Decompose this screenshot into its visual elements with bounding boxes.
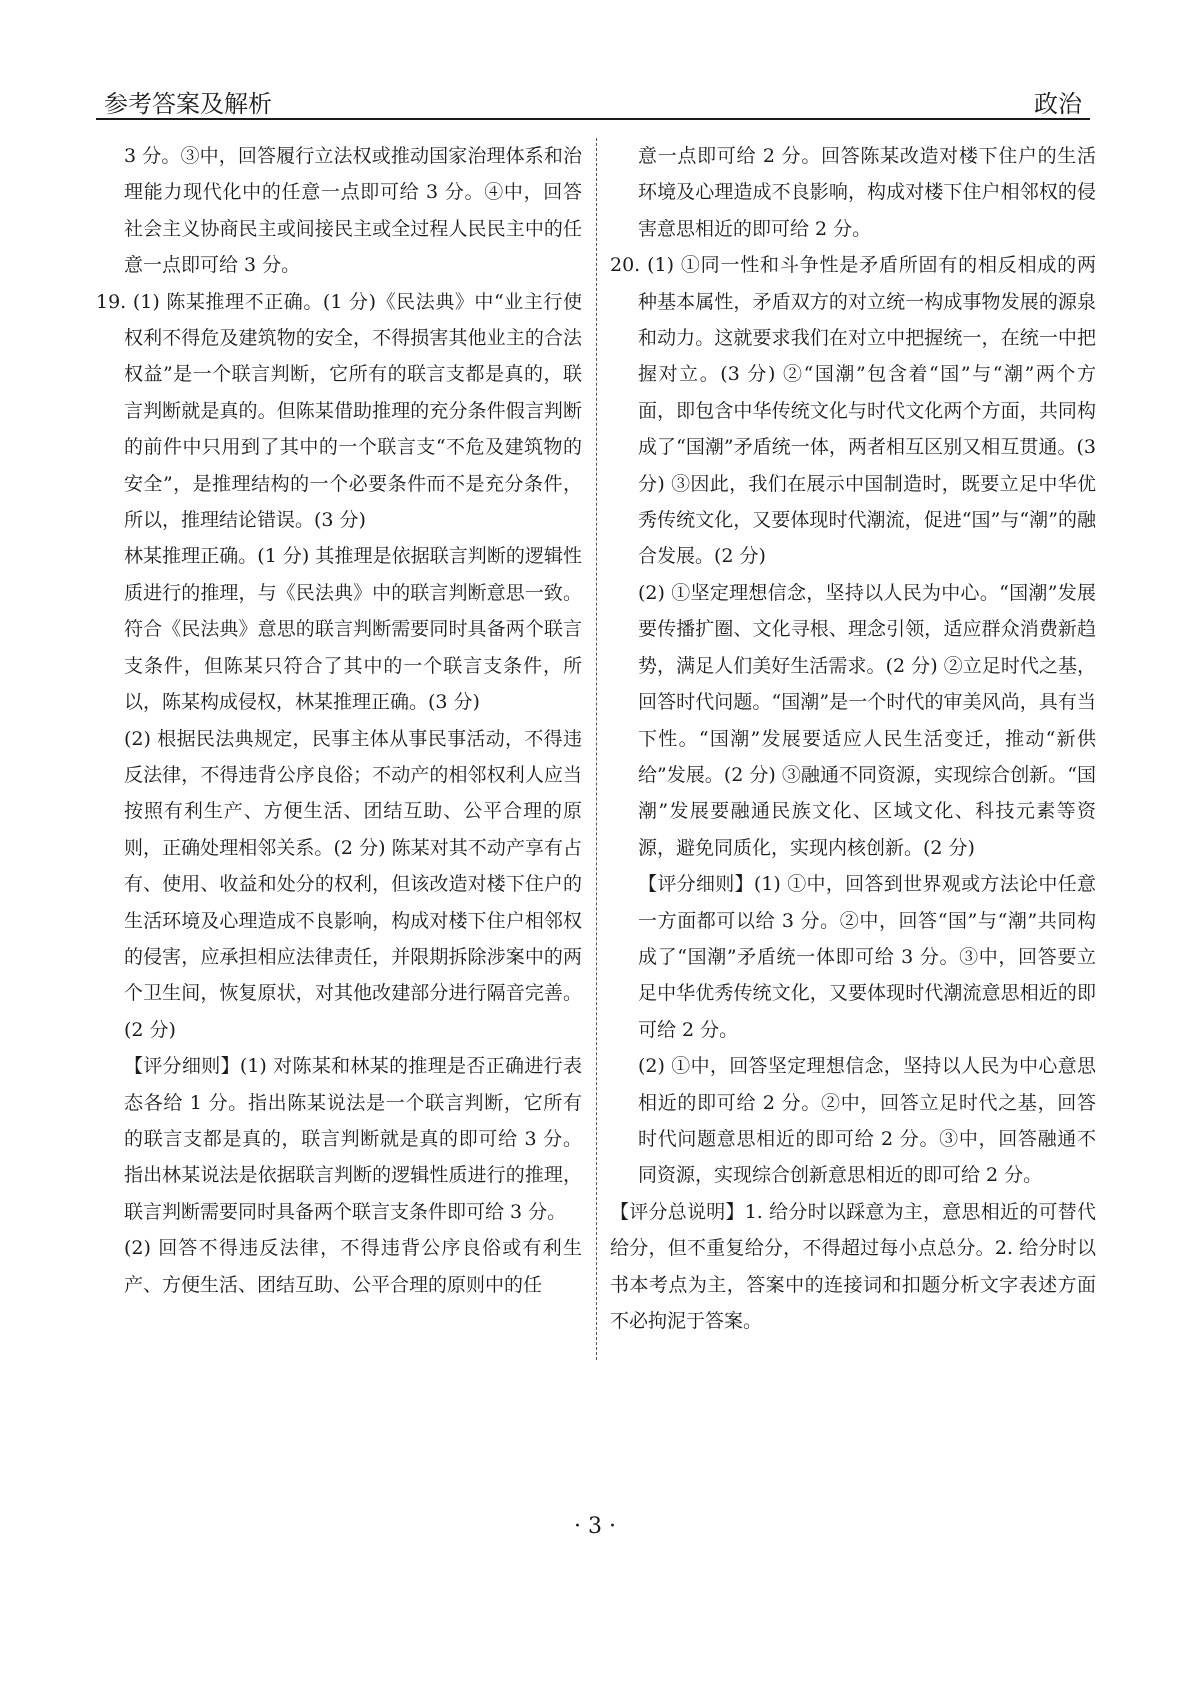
header-title: 参考答案及解析 [104,90,272,118]
answer-paragraph: (2) ①坚定理想信念，坚持以人民为中心。“国潮”发展要传播扩圈、文化寻根、理念引领，适应群众消费新趋势，满足人们美好生活需求。(2 分) ②立足时代之基，回答时代问题。“国潮”是一个时代的审美风尚，具有当下性。“国潮”发展要适应人民生活变迁，推动“新供给”发展。(2 分) ③融通不同资源，实现综合创新。“国潮”发展要融通民族文化、区域文化、科技元素等资源，避免同质化，实现内核创新。(2 分) [638,581,1096,859]
header-subject: 政治 [1034,90,1082,118]
answer-paragraph: 3 分。③中，回答履行立法权或推动国家治理体系和治理能力现代化中的任意一点即可给 3 分。④中，回答社会主义协商民主或间接民主或全过程人民民主中的任意一点即可给 3 分。 [124,145,582,277]
answer-paragraph: 林某推理正确。(1 分) 其推理是依据联言判断的逻辑性质进行的推理，与《民法典》中的联言判断意思一致。符合《民法典》意思的联言判断需要同时具备两个联言支条件，但陈某只符合了其中的一个联言支条件，所以，陈某构成侵权，林某推理正确。(3 分) [124,545,582,714]
scoring-detail: 【评分细则】(1) ①中，回答到世界观或方法论中任意一方面都可以给 3 分。②中，回答“国”与“潮”共同构成了“国潮”矛盾统一体即可给 3 分。③中，回答要立足中华优秀传统文化，又要体现时代潮流意思相近的即可给 2 分。 [638,873,1096,1041]
right-column [610,138,1096,1339]
scoring-detail: 意一点即可给 2 分。回答陈某改造对楼下住户的生活环境及心理造成不良影响，构成对楼下住户相邻权的侵害意思相近的即可给 2 分。 [638,145,1096,240]
left-column [96,138,582,1303]
column-divider [596,138,597,1360]
header-rule [96,118,1090,120]
scoring-summary: 【评分总说明】1. 给分时以踩意为主，意思相近的可替代给分，但不重复给分，不得超过每小点总分。2. 给分时以书本考点为主，答案中的连接词和扣题分析文字表述方面不必拘泥于答案。 [610,1200,1096,1332]
scoring-detail: (2) ①中，回答坚定理想信念，坚持以人民为中心意思相近的即可给 2 分。②中，回答立足时代之基，回答时代问题意思相近的即可给 2 分。③中，回答融通不同资源，实现综合创新意思相近的即可给 2 分。 [638,1055,1096,1187]
page-header [96,78,1090,118]
answer-paragraph: 19. (1) 陈某推理不正确。(1 分)《民法典》中“业主行使权利不得危及建筑物的安全，不得损害其他业主的合法权益”是一个联言判断，它所有的联言支都是真的，联言判断就是真的。但陈某借助推理的充分条件假言判断的前件中只用到了其中的一个联言支“不危及建筑物的安全”，是推理结构的一个必要条件而不是充分条件，所以，推理结论错误。(3 分) [96,290,582,532]
page-number: · 3 · [574,1514,616,1539]
scoring-detail: 【评分细则】(1) 对陈某和林某的推理是否正确进行表态各给 1 分。指出陈某说法是一个联言判断，它所有的联言支都是真的，联言判断就是真的即可给 3 分。指出林某说法是依据联言判断的逻辑性质进行的推理，联言判断需要同时具备两个联言支条件即可给 3 分。 [124,1055,582,1223]
answer-paragraph: (2) 根据民法典规定，民事主体从事民事活动，不得违反法律，不得违背公序良俗；不动产的相邻权利人应当按照有利生产、方便生活、团结互助、公平合理的原则，正确处理相邻关系。(2 分) 陈某对其不动产享有占有、使用、收益和处分的权利，但该改造对楼下住户的生活环境及心理造成不良影响，构成对楼下住户相邻权的侵害，应承担相应法律责任，并限期拆除涉案中的两个卫生间，恢复原状，对其他改建部分进行隔音完善。(2 分) [124,727,582,1041]
scoring-detail: (2) 回答不得违反法律，不得违背公序良俗或有利生产、方便生活、团结互助、公平合理的原则中的任 [124,1237,582,1296]
answer-paragraph: 20. (1) ①同一性和斗争性是矛盾所固有的相反相成的两种基本属性，矛盾双方的对立统一构成事物发展的源泉和动力。这就要求我们在对立中把握统一，在统一中把握对立。(3 分) ②“国潮”包含着“国”与“潮”两个方面，即包含中华传统文化与时代文化两个方面，共同构成了“国潮”矛盾统一体，两者相互区别又相互贯通。(3 分) ③因此，我们在展示中国制造时，既要立足中华优秀传统文化，又要体现时代潮流，促进“国”与“潮”的融合发展。(2 分) [610,254,1096,568]
